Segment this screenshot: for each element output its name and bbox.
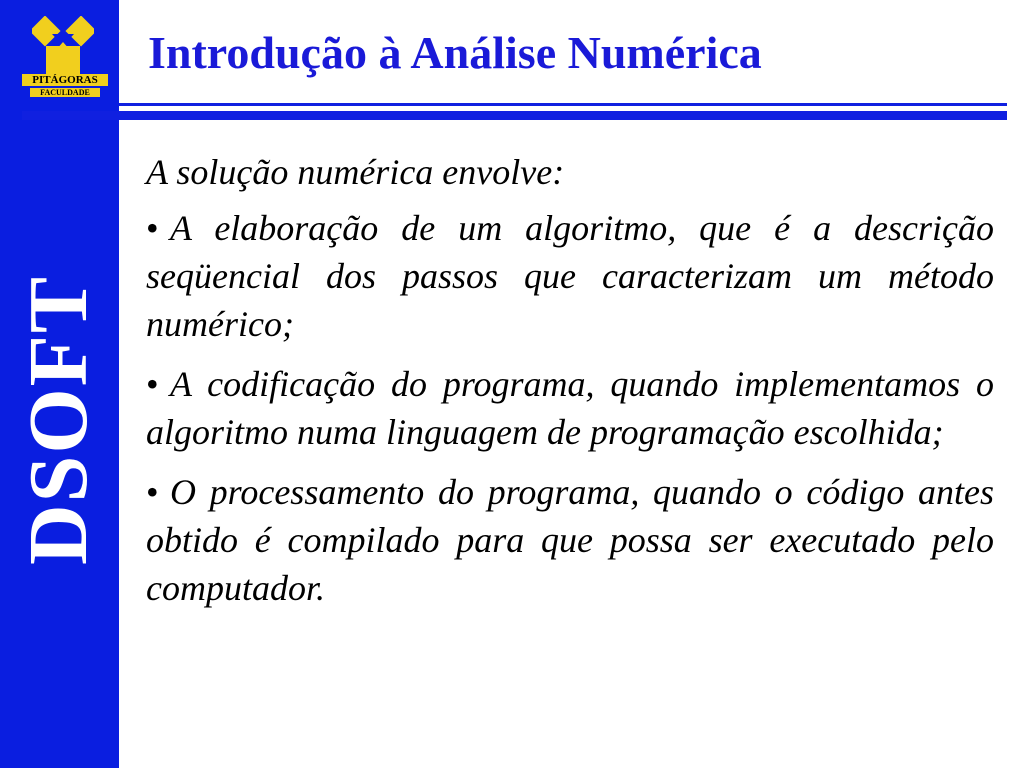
body-intro: A solução numérica envolve: (146, 152, 565, 192)
bullet-item (146, 204, 994, 348)
bullet-marker: • (146, 208, 159, 248)
sidebar-brand-text: DSOFT (12, 274, 105, 566)
slide-body (146, 148, 994, 624)
bullet-text: O processamento do programa, quando o código antes obtido é compilado para que possa ser executado pelo computador. (146, 472, 994, 608)
bullet-marker: • (146, 364, 159, 404)
logo-name: PITÁGORAS (22, 74, 108, 86)
faculty-logo (22, 14, 102, 100)
bullet-text: A codificação do programa, quando implementamos o algoritmo numa linguagem de programação escolhida; (146, 364, 994, 452)
title-divider-thin (119, 103, 1007, 106)
bullet-item (146, 468, 994, 612)
bullet-marker: • (146, 472, 159, 512)
slide-title: Introdução à Análise Numérica (148, 27, 762, 78)
bullet-item (146, 360, 994, 456)
bullet-text: A elaboração de um algoritmo, que é a descrição seqüencial dos passos que caracterizam um método numérico; (146, 208, 994, 344)
pythagoras-logo-icon (32, 16, 94, 76)
title-divider-thick (22, 111, 1007, 120)
logo-subtitle: FACULDADE (30, 88, 100, 97)
